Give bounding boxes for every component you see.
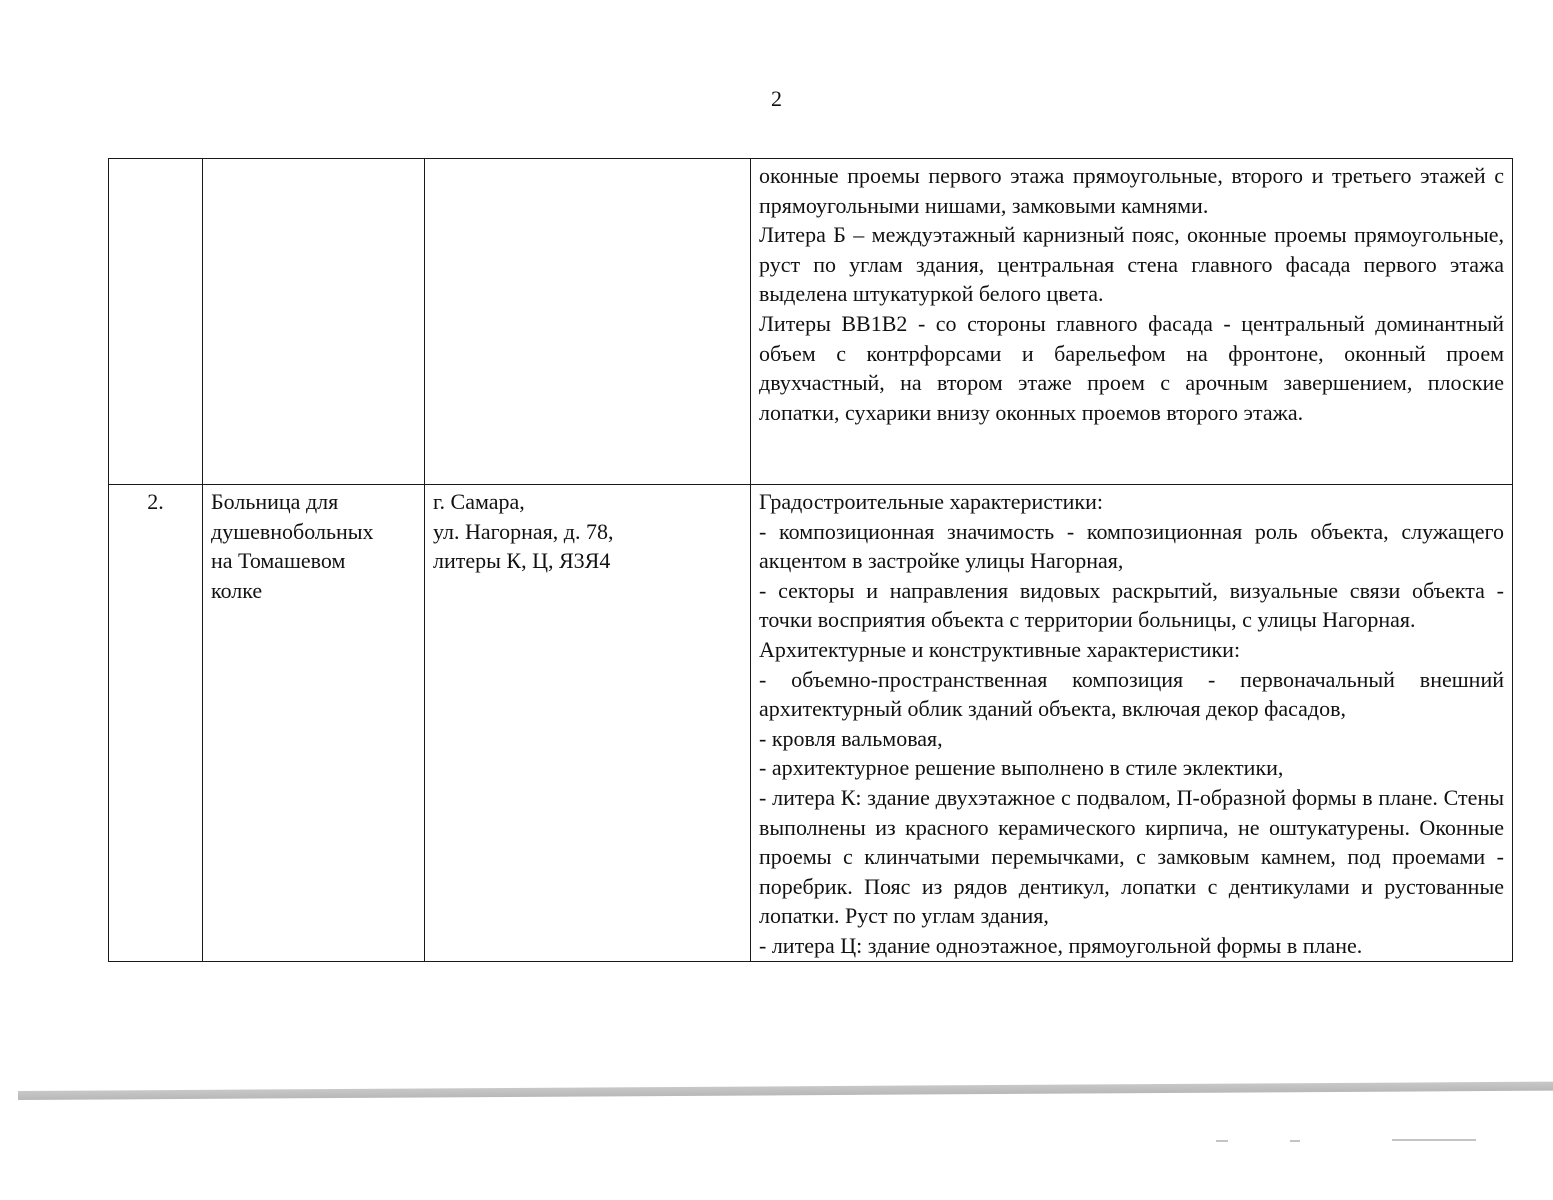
table-row (109, 159, 1513, 485)
address-cell (425, 485, 751, 962)
row-number-cell (109, 159, 203, 485)
object-name-line: душевнобольных (211, 518, 374, 544)
description-paragraph: - архитектурное решение выполнено в стиле эклектики, (759, 755, 1284, 781)
object-name-line: Больница для (211, 489, 339, 514)
description-paragraph: - композиционная значимость - композиционная роль объекта, служащего акцентом в застройке улицы Нагорная, (759, 518, 1504, 574)
object-name-line: на Томашевом (211, 548, 346, 574)
scan-artifact (1290, 1140, 1300, 1142)
address-line: ул. Нагорная, д. 78, (433, 518, 614, 544)
object-name-cell (203, 485, 425, 962)
description-cell (751, 485, 1513, 962)
object-name-line: колке (211, 577, 263, 603)
scan-edge-bar (18, 1082, 1553, 1100)
table-row (109, 485, 1513, 962)
description-paragraph: Литеры ВВ1В2 - со стороны главного фасада - центральный доминантный объем с контрфорсами и барельефом на фронтоне, оконный проем двухчастный, на втором этаже проем с арочным завершением, плоские лопатки, сухарики внизу оконных проемов второго этажа. (759, 310, 1504, 425)
row-number-cell: 2. (109, 485, 203, 962)
address-cell (425, 159, 751, 485)
description-cell (751, 159, 1513, 485)
description-paragraph: Литера Б – междуэтажный карнизный пояс, оконные проемы прямоугольные, руст по углам здания, центральная стена главного фасада первого этажа выделена штукатуркой белого цвета. (759, 222, 1504, 307)
description-paragraph: - секторы и направления видовых раскрытий, визуальные связи объекта - точки восприятия объекта с территории больницы, с улицы Нагорная. (759, 577, 1504, 633)
scan-artifact (1392, 1139, 1476, 1141)
heritage-objects-table (108, 158, 1513, 962)
description-paragraph: - литера К: здание двухэтажное с подвалом, П-образной формы в плане. Стены выполнены из красного керамического кирпича, не оштукатурены. Оконные проемы с клинчатыми перемычками, с замковым камнем, под проемами - поребрик. Пояс из рядов дентикул, лопатки с дентикулами и рустованные лопатки. Руст по углам здания, (759, 784, 1504, 929)
scan-artifact (1216, 1140, 1228, 1142)
address-line: г. Самара, (433, 489, 525, 514)
object-name-cell (203, 159, 425, 485)
description-paragraph: - литера Ц: здание одноэтажное, прямоугольной формы в плане. (759, 932, 1363, 958)
description-paragraph: - кровля вальмовая, (759, 725, 943, 751)
page-number: 2 (771, 86, 782, 111)
address-line: литеры К, Ц, Я3Я4 (433, 548, 611, 574)
description-paragraph: оконные проемы первого этажа прямоугольные, второго и третьего этажей с прямоугольными нишами, замковыми камнями. (759, 163, 1504, 218)
description-paragraph: Архитектурные и конструктивные характеристики: (759, 636, 1241, 662)
description-paragraph: - объемно-пространственная композиция - первоначальный внешний архитектурный облик зданий объекта, включая декор фасадов, (759, 666, 1504, 722)
description-paragraph: Градостроительные характеристики: (759, 489, 1103, 514)
